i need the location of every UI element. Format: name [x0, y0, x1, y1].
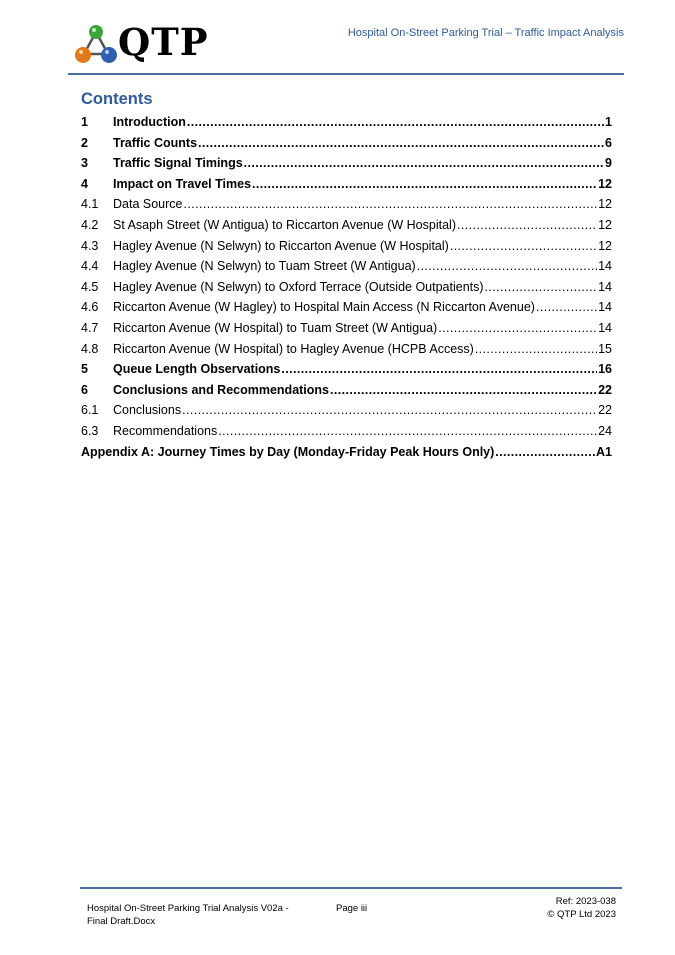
toc-dot-leader	[183, 194, 597, 215]
toc-entry-page: 6	[605, 135, 612, 150]
toc-dot-leader	[417, 256, 597, 277]
qtp-logo	[74, 20, 214, 64]
toc-entry-page: 12	[598, 176, 612, 191]
toc-entry-number: 2	[81, 135, 88, 150]
toc-dot-leader	[330, 380, 597, 401]
toc-entry-page: A1	[596, 444, 612, 459]
footer-reference	[547, 896, 616, 921]
toc-entry[interactable]	[81, 194, 612, 215]
toc-entry[interactable]	[81, 256, 612, 277]
footer-page-number: Page iii	[336, 903, 368, 914]
toc-dot-leader	[536, 297, 597, 318]
toc-entry-page: 14	[598, 320, 612, 335]
toc-entry[interactable]	[81, 442, 612, 463]
toc-entry-title: Riccarton Avenue (W Hospital) to Tuam Street (W Antigua)	[113, 320, 438, 335]
toc-entry[interactable]	[81, 359, 612, 380]
toc-entry-title: Data Source	[113, 197, 183, 212]
toc-entry-page: 14	[598, 300, 612, 315]
toc-entry[interactable]	[81, 215, 612, 236]
toc-dot-leader	[450, 236, 597, 257]
molecule-logo-icon	[74, 24, 120, 64]
toc-entry[interactable]	[81, 112, 612, 133]
toc-entry-title: Traffic Signal Timings	[113, 156, 243, 171]
header-divider	[68, 73, 624, 75]
toc-entry-number: 6	[81, 382, 88, 397]
toc-entry-number: 4.5	[81, 279, 99, 294]
toc-entry-page: 22	[598, 382, 612, 397]
toc-dot-leader	[252, 174, 597, 195]
footer-document-name	[87, 903, 317, 928]
toc-entry-title: Hagley Avenue (N Selwyn) to Oxford Terrace (Outside Outpatients)	[113, 279, 484, 294]
toc-dot-leader	[495, 442, 595, 463]
toc-entry-page: 12	[598, 238, 612, 253]
toc-entry-number: 4.4	[81, 259, 99, 274]
toc-entry[interactable]	[81, 400, 612, 421]
toc-entry-title: Riccarton Avenue (W Hospital) to Hagley Avenue (HCPB Access)	[113, 341, 474, 356]
toc-entry[interactable]	[81, 236, 612, 257]
toc-entry-page: 16	[598, 362, 612, 377]
toc-entry-title: Introduction	[113, 115, 186, 129]
toc-entry-number: 4.2	[81, 217, 99, 232]
toc-entry-title: Queue Length Observations	[113, 362, 281, 377]
table-of-contents	[81, 112, 612, 462]
toc-entry-title: Traffic Counts	[113, 135, 198, 150]
toc-entry-number: 3	[81, 156, 88, 171]
toc-entry-title: Riccarton Avenue (W Hagley) to Hospital Main Access (N Riccarton Avenue)	[113, 300, 535, 315]
toc-entry[interactable]	[81, 339, 612, 360]
toc-entry[interactable]	[81, 174, 612, 195]
footer-ref: Ref: 2023-038	[555, 896, 616, 907]
toc-entry-number: 1	[81, 115, 88, 129]
toc-entry-number: 4.6	[81, 300, 99, 315]
toc-dot-leader	[475, 339, 597, 360]
toc-entry-page: 12	[598, 217, 612, 232]
page-header	[0, 0, 675, 80]
toc-entry-page: 14	[598, 259, 612, 274]
toc-dot-leader	[198, 133, 604, 154]
toc-dot-leader	[438, 318, 597, 339]
toc-entry-page: 24	[598, 423, 612, 438]
toc-dot-leader	[182, 400, 597, 421]
toc-entry-page: 15	[598, 341, 612, 356]
toc-entry-page: 14	[598, 279, 612, 294]
toc-entry-title: Conclusions	[113, 403, 182, 418]
footer-doc-line-1: Hospital On-Street Parking Trial Analysis V02a -	[87, 903, 289, 914]
contents-heading: Contents	[81, 90, 153, 108]
toc-dot-leader	[485, 277, 598, 298]
header-title: Hospital On-Street Parking Trial – Traffic Impact Analysis	[347, 27, 624, 39]
toc-entry-number: 4.7	[81, 320, 99, 335]
toc-entry-title: Recommendations	[113, 423, 218, 438]
toc-entry-title: Appendix A: Journey Times by Day (Monday-Friday Peak Hours Only)	[81, 444, 495, 459]
toc-entry-number: 4.3	[81, 238, 99, 253]
toc-dot-leader	[281, 359, 597, 380]
toc-entry[interactable]	[81, 133, 612, 154]
toc-entry-title: St Asaph Street (W Antigua) to Riccarton Avenue (W Hospital)	[113, 217, 456, 232]
toc-entry-number: 4.8	[81, 341, 99, 356]
toc-entry-number: 6.1	[81, 403, 99, 418]
toc-entry-number: 5	[81, 362, 88, 377]
toc-entry[interactable]	[81, 297, 612, 318]
footer-copyright: © QTP Ltd 2023	[547, 908, 616, 920]
toc-entry-title: Conclusions and Recommendations	[113, 382, 330, 397]
toc-entry-page: 12	[598, 197, 612, 212]
toc-dot-leader	[218, 421, 597, 442]
toc-dot-leader	[457, 215, 597, 236]
toc-entry-number: 6.3	[81, 423, 99, 438]
toc-entry-title: Hagley Avenue (N Selwyn) to Riccarton Avenue (W Hospital)	[113, 238, 449, 253]
toc-entry[interactable]	[81, 277, 612, 298]
toc-entry-page: 22	[598, 403, 612, 418]
toc-dot-leader	[244, 153, 604, 174]
toc-entry-number: 4.1	[81, 197, 99, 212]
toc-entry[interactable]	[81, 380, 612, 401]
toc-entry-title: Hagley Avenue (N Selwyn) to Tuam Street (W Antigua)	[113, 259, 416, 274]
toc-entry-page: 1	[605, 115, 612, 129]
footer-divider	[80, 887, 622, 889]
toc-entry-title: Impact on Travel Times	[113, 176, 252, 191]
toc-entry-page: 9	[605, 156, 612, 171]
toc-entry[interactable]	[81, 153, 612, 174]
toc-dot-leader	[187, 112, 604, 133]
toc-entry-number: 4	[81, 176, 88, 191]
footer-doc-line-2: Final Draft.Docx	[87, 915, 156, 927]
toc-entry[interactable]	[81, 318, 612, 339]
logo-text: QTP	[118, 20, 209, 64]
toc-entry[interactable]	[81, 421, 612, 442]
